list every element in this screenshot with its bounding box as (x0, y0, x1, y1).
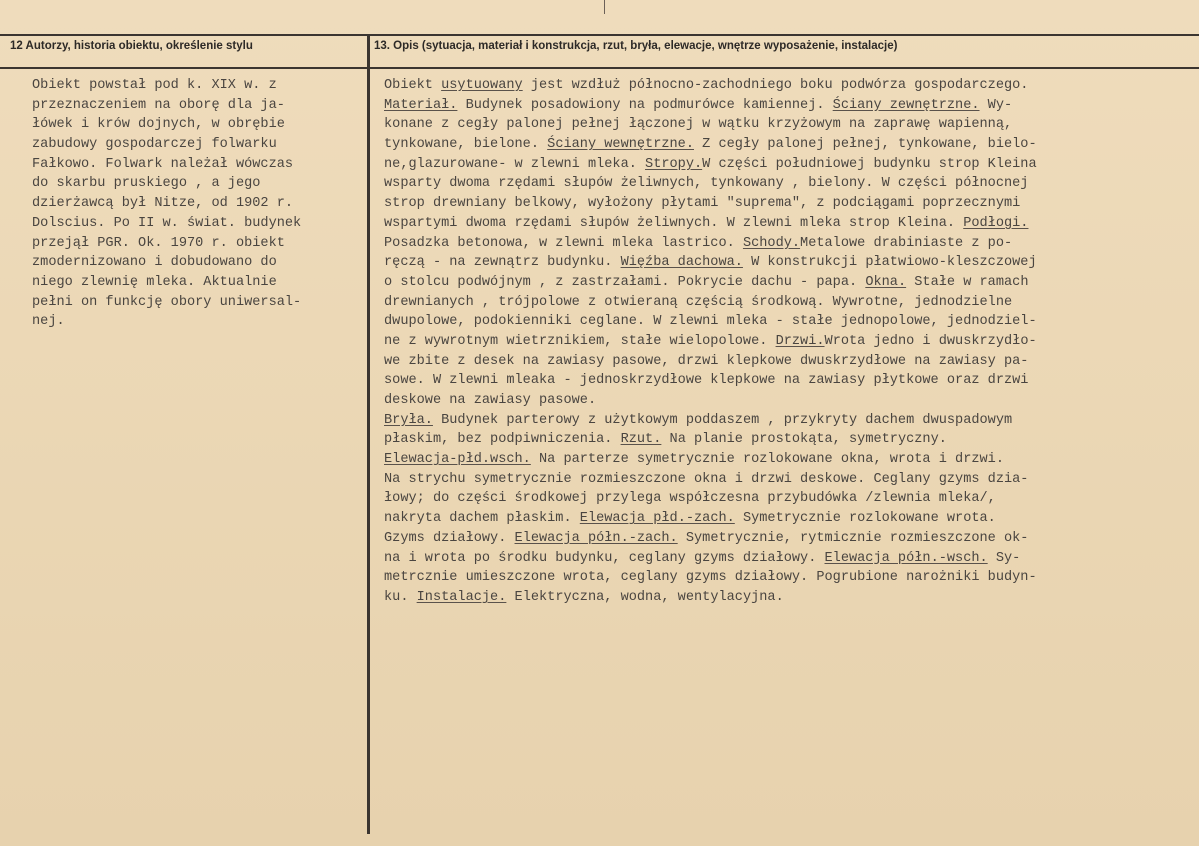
description-line (384, 174, 1194, 194)
description-line (384, 194, 1194, 214)
description-fragment: Budynek posadowiony na podmurówce kamiennej. (457, 97, 833, 113)
description-line (384, 509, 1194, 529)
description-fragment: we zbite z desek na zawiasy pasowe, drzwi klepkowe dwuskrzydłowe na zawiasy pa- (384, 353, 1029, 369)
description-fragment: Gzyms działowy. (384, 530, 515, 546)
description-line (384, 135, 1194, 155)
header-bottom-rule (0, 67, 1199, 69)
description-line (384, 411, 1194, 431)
history-line: przejął PGR. Ok. 1970 r. obiekt (32, 235, 285, 251)
history-line: łówek i krów dojnych, w obrębie (32, 117, 285, 133)
history-text (32, 76, 366, 332)
description-line (384, 568, 1194, 588)
description-fragment: Stałe w ramach (906, 274, 1029, 290)
description-line (384, 155, 1194, 175)
description-fragment: Wy- (979, 97, 1013, 113)
description-fragment: wspartymi dwoma rzędami słupów żeliwnych. W zlewni mleka strop Kleina. (384, 215, 964, 231)
section-heading: Rzut. (620, 432, 662, 448)
description-fragment: łowy; do części środkowej przylega współczesna przybudówka /zlewnia mleka/, (384, 491, 996, 507)
description-fragment: deskowe na zawiasy pasowe. (384, 393, 597, 408)
history-line: pełni on funkcję obory uniwersal- (32, 294, 302, 310)
description-line (384, 391, 1194, 411)
history-line: do skarbu pruskiego , a jego (32, 176, 261, 192)
description-fragment: ku. (384, 589, 417, 605)
description-line (384, 529, 1194, 549)
description-fragment: jest wzdłuż północno-zachodniego boku podwórza gospodarczego. (522, 78, 1029, 93)
history-line: nej. (32, 314, 65, 330)
description-fragment: o stolcu podwójnym , z zastrzałami. Pokrycie dachu - papa. (384, 274, 866, 290)
section-heading: Elewacja płd.-zach. (579, 511, 735, 527)
description-fragment: Symetrycznie rozlokowane wrota. (734, 511, 996, 527)
description-line (384, 115, 1194, 135)
description-fragment: strop drewniany belkowy, wyłożony płytami "suprema", z podciągami poprzecznymi (384, 196, 1021, 212)
description-fragment: W części południowej budynku strop Kleina (702, 156, 1037, 172)
section-heading: usytuowany (441, 78, 523, 93)
description-fragment: ne,glazurowane- w zlewni mleka. (384, 156, 646, 172)
description-fragment: W konstrukcji płatwiowo-kleszczowej (742, 255, 1037, 271)
section-heading: Drzwi. (775, 333, 825, 349)
section-heading: Materiał. (384, 97, 458, 113)
description-fragment: na i wrota po środku budynku, ceglany gzyms działowy. (384, 550, 825, 566)
description-line (384, 352, 1194, 372)
section-heading: Elewacja półn.-zach. (514, 530, 678, 546)
description-fragment: płaskim, bez podpiwniczenia. (384, 432, 621, 448)
section-heading: Okna. (865, 274, 907, 290)
history-line: dzierżawcą był Nitze, od 1902 r. (32, 196, 294, 212)
description-fragment: wsparty dwoma rzędami słupów żeliwnych, tynkowany , bielony. W części północnej (384, 176, 1029, 192)
description-fragment: sowe. W zlewni mleaka - jednoskrzydłowe klepkowe na zawiasy płytkowe oraz drzwi (384, 373, 1029, 389)
description-fragment: Metalowe drabiniaste z po- (800, 235, 1013, 251)
description-line (384, 293, 1194, 313)
history-line: zabudowy gospodarczej folwarku (32, 137, 277, 153)
description-fragment: Na planie prostokąta, symetryczny. (661, 432, 947, 448)
section-heading: Więźba dachowa. (620, 255, 743, 271)
section-heading: Ściany wewnętrzne. (547, 137, 694, 153)
description-line (384, 253, 1194, 273)
description-fragment: ręczą - na zewnątrz budynku. (384, 255, 621, 271)
history-line: zmodernizowano i dobudowano do (32, 255, 277, 271)
description-text (384, 76, 1194, 608)
description-fragment: Symetrycznie, rytmicznie rozmieszczone ok- (677, 530, 1029, 546)
history-line: Dolscius. Po II w. świat. budynek (32, 215, 302, 231)
description-fragment: nakryta dachem płaskim. (384, 511, 580, 527)
section-heading: Ściany zewnętrzne. (832, 97, 980, 113)
description-line (384, 430, 1194, 450)
header-top-rule (0, 34, 1199, 36)
description-line (384, 234, 1194, 254)
column-divider (367, 34, 370, 834)
description-fragment: Z cegły palonej pełnej, tynkowane, bielo- (694, 137, 1037, 153)
description-line (384, 371, 1194, 391)
section-heading: Instalacje. (416, 589, 507, 605)
description-fragment: drewnianych , trójpolowe z otwieraną częścią środkową. Wywrotne, jednodzielne (384, 294, 1013, 310)
description-fragment: Budynek parterowy z użytkowym poddaszem , przykryty dachem dwuspadowym (432, 412, 1013, 428)
description-line (384, 489, 1194, 509)
description-line (384, 332, 1194, 352)
section-13-header: 13. Opis (sytuacja, materiał i konstrukcja, rzut, bryła, elewacje, wnętrze wyposażenie, instalacje) (374, 40, 898, 52)
description-line (384, 470, 1194, 490)
description-fragment: Na parterze symetrycznie rozlokowane okna, wrota i drzwi. (530, 452, 1004, 468)
description-fragment: dwupolowe, podokienniki ceglane. W zlewni mleka - stałe jednopolowe, jednodziel- (384, 314, 1037, 330)
description-line (384, 450, 1194, 470)
description-fragment: Sy- (987, 550, 1021, 566)
section-heading: Podłogi. (963, 215, 1029, 231)
description-fragment: Na strychu symetrycznie rozmieszczone okna i drzwi deskowe. Ceglany gzyms dzia- (384, 471, 1029, 487)
top-tick-mark (604, 0, 605, 14)
description-line (384, 96, 1194, 116)
history-line: niego zlewnię mleka. Aktualnie (32, 274, 277, 290)
description-line (384, 76, 1194, 96)
description-fragment: ne z wywrotnym wietrznikiem, stałe wielopolowe. (384, 333, 776, 349)
description-fragment: Posadzka betonowa, w zlewni mleka lastrico. (384, 235, 743, 251)
description-line (384, 588, 1194, 608)
description-fragment: konane z cegły palonej pełnej łączonej w wątku krzyżowym na zaprawę wapienną, (384, 117, 1013, 133)
section-12-header: 12 Autorzy, historia obiektu, określenie stylu (10, 40, 253, 52)
section-heading: Elewacja półn.-wsch. (824, 550, 988, 566)
description-fragment: tynkowane, bielone. (384, 137, 548, 153)
section-heading: Stropy. (645, 156, 703, 172)
description-fragment: metrcznie umieszczone wrota, ceglany gzyms działowy. Pogrubione narożniki budyn- (384, 570, 1037, 586)
history-line: przeznaczeniem na oborę dla ja- (32, 97, 285, 113)
description-line (384, 312, 1194, 332)
history-line: Fałkowo. Folwark należał wówczas (32, 156, 294, 172)
section-heading: Schody. (742, 235, 801, 251)
description-fragment: Obiekt (384, 78, 442, 93)
description-line (384, 273, 1194, 293)
history-line: Obiekt powstał pod k. XIX w. z (32, 78, 277, 93)
description-line (384, 549, 1194, 569)
description-line (384, 214, 1194, 234)
description-fragment: Wrota jedno i dwuskrzydło- (824, 333, 1037, 349)
description-fragment: Elektryczna, wodna, wentylacyjna. (506, 589, 784, 605)
section-heading: Elewacja-płd.wsch. (384, 452, 531, 468)
section-heading: Bryła. (384, 412, 433, 428)
